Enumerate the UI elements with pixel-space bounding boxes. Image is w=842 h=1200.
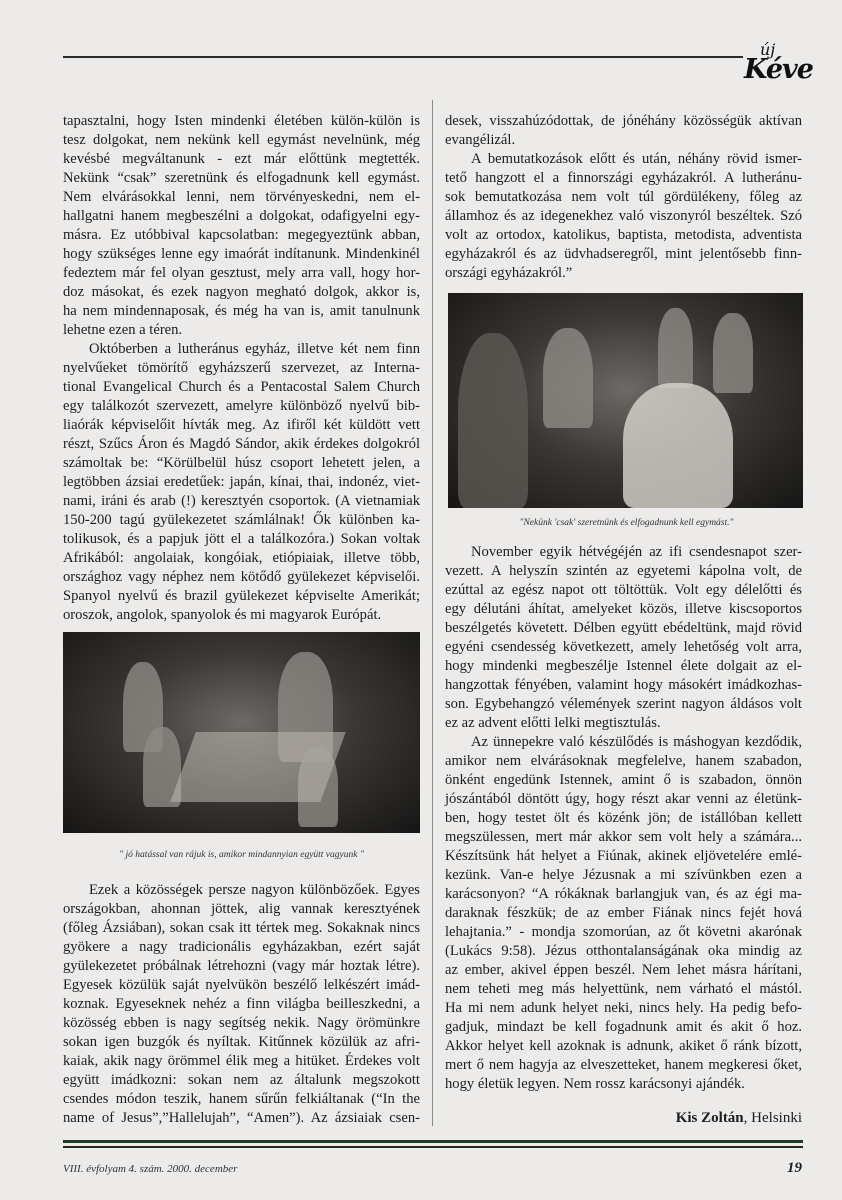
text-line: hangzottak fényében, valamint hogy másokért imádkozhas- xyxy=(445,677,802,693)
paragraph xyxy=(445,150,802,283)
text-line: Akkor helyet kell azoknak is adnunk, akiket ő ránk bízott, xyxy=(445,1038,802,1054)
text-line: országokban, ahonnan jöttek, alig vannak keresztyének xyxy=(63,901,420,917)
text-line: egyéni csendesség következett, amely lehetőség volt arra, xyxy=(445,639,802,655)
text-line: A bemutatkozások előtt és után, néhány rövid ismer- xyxy=(471,151,802,167)
text-line: az ember, akivel éppen beszél. Nem lehet másra hárítani, xyxy=(445,962,802,978)
paragraph xyxy=(63,340,420,625)
text-line: sok bemutatkozása nem volt túl gördülékeny, főleg az xyxy=(445,189,802,205)
text-line: részt, Szűcs Áron és Magdó Sándor, akik érdekes dolgokról xyxy=(63,436,420,452)
left-photo-caption: " jó hatással van rájuk is, amikor mindannyian együtt vagyunk " xyxy=(119,850,364,860)
author-place: , Helsinki xyxy=(743,1110,802,1126)
logo-main-text: Kéve xyxy=(744,54,813,85)
text-line: nem teheti meg más helyettünk, nem várható el mástól. xyxy=(445,981,802,997)
text-line: hogy szükséges lenne egy imaórát indítanunk. Mindenkinél xyxy=(63,246,420,262)
text-line: gyülekezetet próbálnak létrehozni (vagy már hoztak létre). xyxy=(63,958,420,974)
text-line: nyelvűeket tömörítő egyházszerű szervezet, az Interna- xyxy=(63,360,420,376)
text-line: tető hangzott el a finnországi egyházakról. A lutheránu- xyxy=(445,170,802,186)
text-line: tional Evangelical Church és a Pentacostal Salem Church xyxy=(63,379,420,395)
text-line: 150-200 tagú gyülekezetet számlálnak! Ők különben ka- xyxy=(63,512,420,528)
text-line: Ezek a közösségek persze nagyon különbözőek. Egyes xyxy=(89,882,420,898)
magazine-logo xyxy=(738,40,813,95)
left-column-bottom-text xyxy=(63,881,420,1128)
text-line: Októberben a lutheránus egyház, illetve két nem finn xyxy=(89,341,420,357)
text-line: Készítsünk hát helyet a Fiúnak, akinek eljövetelére emlé- xyxy=(445,848,802,864)
text-line: name of Jesus”,”Hallelujah”, “Amen”). Az ázsiaiak csen- xyxy=(63,1110,420,1126)
text-line: oroszok, angolok, spanyolok és mi magyarok Európát. xyxy=(63,607,382,623)
text-line: ezúttal az egész napot ott töltöttük. Volt egy délelőtti és xyxy=(445,582,802,598)
text-line: gadjuk, mindazt be kell fogadnunk amit és akit ő hoz. xyxy=(445,1019,802,1035)
text-line: egy találkozót szervezett, amelyre különböző nyelvű bib- xyxy=(63,398,420,414)
text-line: daraknak fészkük; de az ember Fiának nincs fejét hová xyxy=(445,905,802,921)
text-line: desek, visszahúzódottak, de jónéhány közösségük aktívan xyxy=(445,113,802,129)
text-line: nami, iráni és arab (!) keresztyén csoportok. (A vietnamiak xyxy=(63,493,420,509)
text-line: Ha mi nem adunk helyet neki, nincs hely. Ha pedig befo- xyxy=(445,1000,802,1016)
text-line: tesz dolgokat, nem nekünk kell egymást nevelnünk, még xyxy=(63,132,420,148)
text-line: Az ünnepekre való készülődés is máshogyan kezdődik, xyxy=(471,734,802,750)
left-column-top-text xyxy=(63,112,420,625)
text-line: önként engedünk Istennek, amint ő is szabadon, önnön xyxy=(445,772,802,788)
text-line: Afrikából: angolaiak, kongóiak, etiópiaiak, illetve több, xyxy=(63,550,420,566)
text-line: volt az ortodox, katolikus, baptista, metodista, adventista xyxy=(445,227,802,243)
text-line: együtt imádkozni: sokan nem az általunk megszokott xyxy=(63,1072,420,1088)
text-line: hogy életük legyen. Nem rossz karácsonyi ajándék. xyxy=(445,1076,745,1092)
issue-info: VIII. évfolyam 4. szám. 2000. december xyxy=(63,1163,238,1175)
text-line: kevésbé megváltanunk - ezt már előttünk megtették. xyxy=(63,151,420,167)
text-line: jószántából döntött úgy, hogy részt akar venni az életünk- xyxy=(445,791,802,807)
text-line: sokan igen buzgók és nyíltak. Kitűnnek közülük az afri- xyxy=(63,1034,420,1050)
text-line: mert ő nem hagyja az elveszetteket, hanem megkeresi őket, xyxy=(445,1057,802,1073)
text-line: legtöbben ázsiai eredetűek: japán, kínai, thai, indonéz, viet- xyxy=(63,474,420,490)
text-line: doz másokat, és ezek nagyon megható dolgok, akkor is, xyxy=(63,284,420,300)
paragraph xyxy=(63,112,420,340)
text-line: kaiak, akik nagy örömmel élik meg a hitüket. Érdekes volt xyxy=(63,1053,420,1069)
text-line: amikor nem elvárásoknak megfelelve, hanem szabadon, xyxy=(445,753,802,769)
text-line: karácsonyon? “A rókáknak barlangjuk van, és az égi ma- xyxy=(445,886,802,902)
text-line: koznak. Egyeseknek nehéz a finn világba beilleszkedni, a xyxy=(63,996,420,1012)
photo-group-at-table xyxy=(63,632,420,833)
text-line: November egyik hétvégéjén az ifi csendesnapot szer- xyxy=(471,544,802,560)
paragraph xyxy=(445,733,802,1094)
text-line: vezett. A helyszín szintén az egyetemi kápolna volt, de xyxy=(445,563,802,579)
text-line: tapasztalni, hogy Isten mindenki életében külön-külön is xyxy=(63,113,420,129)
text-line: országi egyházakról.” xyxy=(445,265,573,281)
paragraph xyxy=(63,881,420,1128)
text-line: Spanyol nyelvű és brazil gyülekezet képviselte Amerikát; xyxy=(63,588,420,604)
text-line: államhoz és az idegenekhez való viszonyról beszéltek. Szó xyxy=(445,208,802,224)
text-line: közösség ebben is nagy segítség nekik. Nagy örömünkre xyxy=(63,1015,420,1031)
text-line: (Lukács 9:58). Jézus otthontalanságának oka mindig az xyxy=(445,943,802,959)
text-line: csendes módon teszik, hanem sűrűn felkiáltanak (“In the xyxy=(63,1091,420,1107)
right-column-bottom-text xyxy=(445,543,802,1094)
text-line: másra. Ez utóbbival kapcsolatban: megegyeztünk abban, xyxy=(63,227,420,243)
text-line: lehajtania.” - mondja szomorúan, az őt követni akarónak xyxy=(445,924,802,940)
text-line: ha nem mindennaposak, és még ha van is, amit tanulnunk xyxy=(63,303,420,319)
text-line: Nem elvárásokkal lenni, nem törvényeskedni, nem el- xyxy=(63,189,420,205)
paragraph xyxy=(445,543,802,733)
text-line: egy délutáni áhítat, amelyeket közös, illetve kiscsoportos xyxy=(445,601,802,617)
text-line: (főleg Ázsiában), sokan csak itt tértek meg. Sokaknak nincs xyxy=(63,920,420,936)
text-line: gyökere a nagy tradicionális egyházakban, ezért saját xyxy=(63,939,420,955)
text-line: son. Egybehangzó vélemények szerint nagyon áldásos volt xyxy=(445,696,802,712)
right-column-top-text xyxy=(445,112,802,283)
text-line: számoltak be: “Körülbelül húsz csoport lehetett jelen, a xyxy=(63,455,420,471)
text-line: kezünk. Van-e helye Jézusnak a mi szívünkben ezen a xyxy=(445,867,802,883)
logo-small-text: új xyxy=(760,40,776,59)
text-line: liaórák képviselőit hívták meg. Az ifiről két küldött vett xyxy=(63,417,420,433)
text-line: országhoz vagy néphez nem kötődő gyülekezet képviselői. xyxy=(63,569,420,585)
header-rule xyxy=(63,56,743,58)
text-line: lehetne ezen a téren. xyxy=(63,322,183,338)
text-line: Egyesek közülük saját nyelvükön beszélő lelkészért imád- xyxy=(63,977,420,993)
text-line: ben, hogy testet ölt és közénk jön; de istállóban kellett xyxy=(445,810,802,826)
footer-rule xyxy=(63,1140,803,1143)
text-line: hallgatni hanem megbeszélni a dolgokat, odafigyelni egy- xyxy=(63,208,420,224)
author-signature xyxy=(445,1110,802,1127)
author-name: Kis Zoltán xyxy=(675,1110,744,1126)
paragraph xyxy=(445,112,802,150)
text-line: megszülessen, mert már akkor sem volt hely a számára... xyxy=(445,829,802,845)
text-line: beszélgetés követett. Délben együtt ebédeltünk, majd rövid xyxy=(445,620,802,636)
footer-rule-secondary xyxy=(63,1146,803,1148)
text-line: tolikusok, és a papjuk jött el a találkozóra.) Sokan voltak xyxy=(63,531,420,547)
column-divider xyxy=(432,100,433,1126)
page-number: 19 xyxy=(787,1160,802,1176)
text-line: evangélizál. xyxy=(445,132,516,148)
text-line: hogy mindenki megbeszélje Istennel élete dolgait az el- xyxy=(445,658,802,674)
text-line: ez az advent előtti lelki megtisztulás. xyxy=(445,715,661,731)
photo-circle-of-young-people xyxy=(448,293,803,508)
text-line: egyházakról és az üdvhadseregről, mint jelentősebb finn- xyxy=(445,246,802,262)
right-photo-caption: "Nekünk 'csak' szeretnünk és elfogadnunk kell egymást." xyxy=(519,518,734,528)
text-line: Nekünk “csak” szeretnünk és elfogadnunk kell egymást. xyxy=(63,170,420,186)
text-line: fedeztem már fel olyan gesztust, mely arra vall, hogy hor- xyxy=(63,265,420,281)
